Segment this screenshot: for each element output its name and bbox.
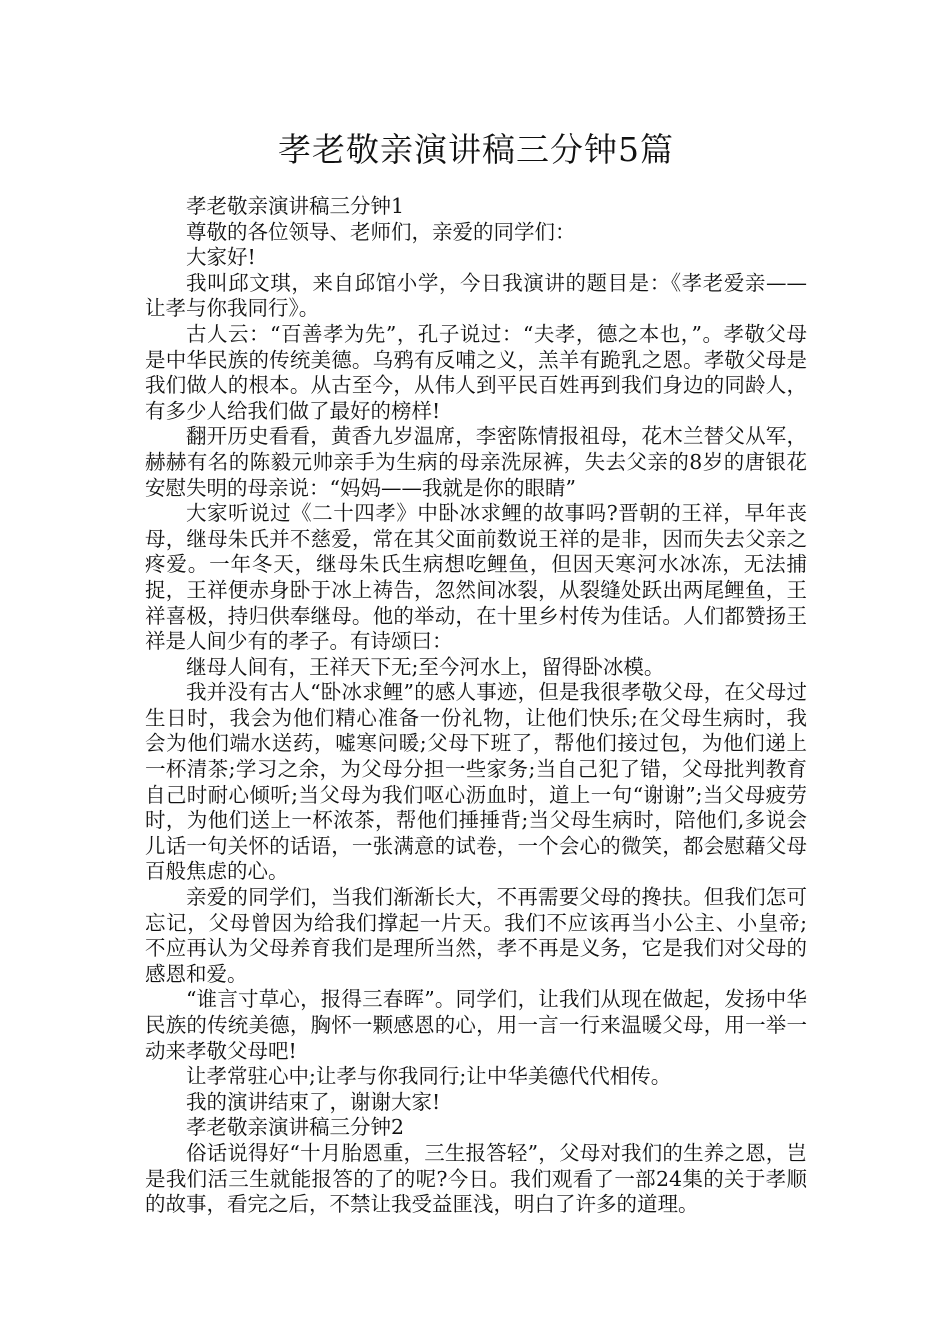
greeting: 大家好! (186, 245, 256, 270)
paragraph: 翻开历史看看，黄香九岁温席，李密陈情报祖母，花木兰替父从军，赫赫有名的陈毅元帅亲手为生病的母亲洗尿裤，失去父亲的8岁的唐银花安慰失明的母亲说：“妈妈——我就是你的眼睛” (145, 424, 807, 500)
speech-heading-2: 孝老敬亲演讲稿三分钟2 (186, 1115, 405, 1140)
speech-heading-1: 孝老敬亲演讲稿三分钟1 (186, 194, 405, 218)
paragraph: 大家听说过《二十四孝》中卧冰求鲤的故事吗?晋朝的王祥，早年丧母，继母朱氏并不慈爱，常在其父面前数说王祥的是非，因而失去父亲之疼爱。一年冬天，继母朱氏生病想吃鲤鱼，但因天寒河水冰冻，无法捕捉，王祥便赤身卧于冰上祷告，忽然间冰裂，从裂缝处跃出两尾鲤鱼，王祥喜极，持归供奉继母。他的举动，在十里乡村传为佳话。人们都赞扬王祥是人间少有的孝子。有诗颂曰： (145, 501, 807, 654)
document-title: 孝老敬亲演讲稿三分钟5篇 (278, 130, 674, 169)
paragraph: “谁言寸草心，报得三春晖”。同学们，让我们从现在做起，发扬中华民族的传统美德，胸怀一颗感恩的心，用一言一行来温暖父母，用一举一动来孝敬父母吧! (145, 987, 807, 1063)
paragraph: 俗话说得好“十月胎恩重，三生报答轻”，父母对我们的生养之恩，岂是我们活三生就能报答的了的呢?今日。我们观看了一部24集的关于孝顺的故事，看完之后，不禁让我受益匪浅，明白了许多的道理。 (145, 1140, 807, 1217)
poem-line: 继母人间有，王祥天下无;至今河水上，留得卧冰模。 (186, 654, 665, 679)
paragraph: 我并没有古人“卧冰求鲤”的感人事迹，但是我很孝敬父母，在父母过生日时，我会为他们精心准备一份礼物，让他们快乐;在父母生病时，我会为他们端水送药，嘘寒问暖;父母下班了，帮他们接过包，为他们递上一杯清茶;学习之余，为父母分担一些家务;当自己犯了错，父母批判教育自己时耐心倾听;当父母为我们呕心沥血时，道上一句“谢谢”;当父母疲劳时，为他们送上一杯浓茶，帮他们捶捶背;当父母生病时，陪他们,多说会儿话一句关怀的话语，一张满意的试卷，一个会心的微笑，都会慰藉父母百般焦虑的心。 (145, 680, 807, 884)
paragraph: 我叫邱文琪，来自邱馆小学，今日我演讲的题目是：《孝老爱亲——让孝与你我同行》。 (145, 270, 807, 321)
paragraph: 让孝常驻心中;让孝与你我同行;让中华美德代代相传。 (186, 1064, 672, 1089)
salutation: 尊敬的各位领导、老师们，亲爱的同学们： (186, 219, 576, 244)
paragraph: 亲爱的同学们，当我们渐渐长大，不再需要父母的搀扶。但我们怎可忘记，父母曾因为给我们撑起一片天。我们不应该再当小公主、小皇帝;不应再认为父母养育我们是理所当然，孝不再是义务，它是我们对父母的感恩和爱。 (145, 885, 807, 986)
closing-line: 我的演讲结束了，谢谢大家! (186, 1089, 441, 1114)
document-page (145, 128, 807, 1218)
paragraph: 古人云：“百善孝为先”，孔子说过：“夫孝，德之本也，”。孝敬父母是中华民族的传统美德。乌鸦有反哺之义，羔羊有跪乳之恩。孝敬父母是我们做人的根本。从古至今，从伟人到平民百姓再到我们身边的同龄人，有多少人给我们做了最好的榜样! (145, 321, 807, 423)
document-body (145, 194, 807, 1218)
